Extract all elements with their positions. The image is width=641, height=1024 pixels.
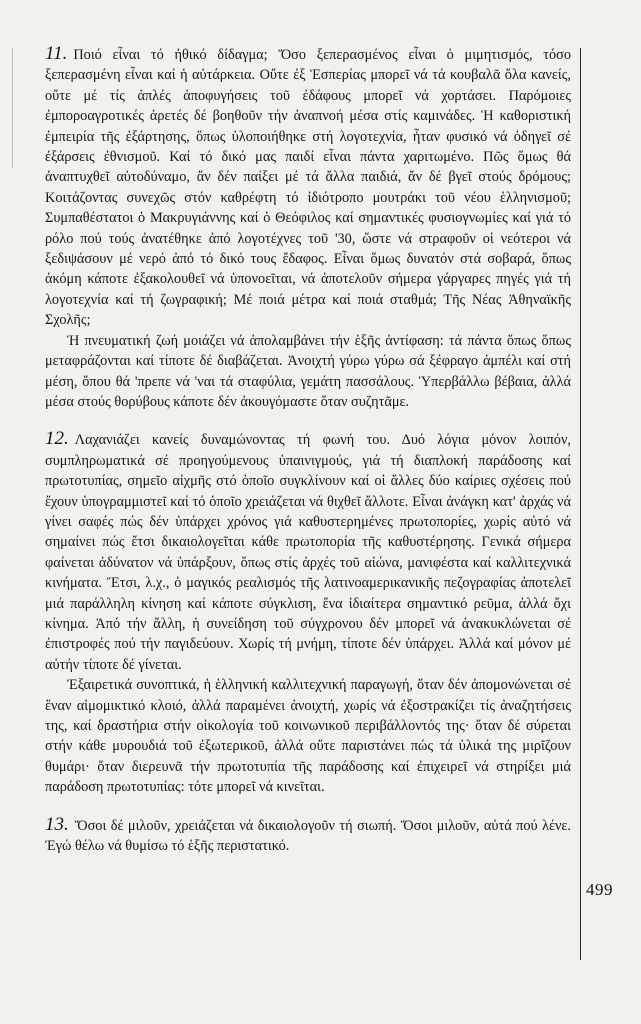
section-number: 12.	[45, 428, 69, 450]
section-number: 13.	[45, 813, 69, 835]
margin-rule	[580, 48, 581, 960]
paragraph: Ἐξαιρετικά συνοπτικά, ἡ ἑλληνική καλλιτεχνική παραγωγή, ὅταν δέν ἀπομονώνεται σέ ἕναν αἱμομικτικό κλοιό, ἀλλά παραμένει ἀνοιχτή, χωρίς νά ἐξοστρακίζει τίς ἀναζητήσεις της, καί δραστήρια στήν οἰκολογία τοῦ κοινωνικοῦ περιβάλλοντός της· ὅταν δέ σύρεται στήν κάθε μυρουδιά τοῦ ἐξωτερικοῦ, ἀλλά οὔτε παριστάνει πώς τά ὑλικά της μιρῖζουν θυμάρι· ὅταν διερευνᾶ τήν πρωτοτυπία τῆς παράδοσης καί ἐπιχειρεῖ νά στηρίξει μιά παράδοση πρωτοτυπίας: τότε μπορεῖ νά κινεῖται.	[45, 677, 571, 796]
paragraph-text: Λαχανιάζει κανείς δυναμώνοντας τή φωνή του. Δυό λόγια μόνον λοιπόν, συμπληρωματικά σέ προηγούμενους ὑπαινιγμούς, γιά τή διαπλοκή παράδοσης καί πρωτοτυπίας, σημεῖο αἰχμῆς στό ὁποῖο συγκλίνουν καί οἱ ἄλλες δύο καίριες σχέσεις πού ἔχουν ὑπογραμμιστεῖ καί τό ὁποῖο χρειάζεται νά θιχθεῖ ἄλλοτε. Εἶναι ἀνάγκη κατ' ἀρχάς νά γίνει σαφές πώς δέν ὑπάρχει χρόνος γιά καθυστερημένες πρωτοπορίες, χωρίς αὐτό νά σημαίνει πώς ἔτσι δικαιολογεῖται κάθε πρωτοπορία τῆς καθυστέρησης. Γενικά σήμερα φαίνεται ἀδύνατον νά ὑπάρξουν, ὅπως στίς ἀρχές τοῦ αἰώνα, μανιφέστα καί καλλιτεχνικά κινήματα. Ἔτσι, λ.χ., ὁ μαγικός ρεαλισμός τῆς λατινοαμερικανικῆς πεζογραφίας ἀποτελεῖ μιά παράλληλη κίνηση καί κάποτε σύγκλιση, ἕνα ἰδιαίτερα σημαντικό ρεῦμα, ἀλλά ὄχι κίνημα. Ἀπό τήν ἄλλη, ἡ συνείδηση τοῦ σύγχρονου δέν μπορεῖ νά ἀνακυκλώνεται σέ ἐπιστροφές πού τήν παγιδεύουν. Χωρίς τή μνήμη, τίποτε δέν ὑπάρχει. Ἀλλά καί μόνον μέ αὐτήν τίποτε δέ γίνεται.	[45, 432, 571, 673]
scan-edge-line	[12, 48, 13, 168]
paragraph	[45, 44, 571, 331]
paragraph	[45, 815, 571, 857]
section-12	[45, 429, 571, 797]
section-13	[45, 815, 571, 857]
paragraph: Ἡ πνευματική ζωή μοιάζει νά ἀπολαμβάνει τήν ἑξῆς ἀντίφαση: τά πάντα ὅπως ὅπως μεταφράζονται καί τίποτε δέ διαβάζεται. Ἀνοιχτή γύρω γύρω σά ξέφραγο ἀμπέλι καί στή μέση, ὅπου θά 'πρεπε νά 'ναι τά σταφύλια, γεμάτη πασσάλους. Ὑπερβάλλω βέβαια, ἀλλά μέσα στούς θορύβους κάποτε δέν ἀκουγόμαστε ὅταν συζητᾶμε.	[45, 332, 571, 410]
section-11	[45, 44, 571, 412]
page-number: 499	[586, 880, 613, 899]
paragraph-text: Ποιό εἶναι τό ἠθικό δίδαγμα; Ὅσο ξεπερασμένος εἶναι ὁ μιμητισμός, τόσο ξεπερασμένη εἶναι καί ἡ αὐτάρκεια. Οὔτε ἐξ Ἑσπερίας μπορεῖ νά τά κουβαλᾶ ὅλα κανείς, οὔτε μέ τίς ἁπλές ἀποφυγήσεις τοῦ ἐδάφους μπορεῖ νά χορτάσει. Παρόμοιες ἐμποροαγροτικές ἀρετές δέ βοηθοῦν τήν ἀναπνοή μέσα στίς καμινάδες. Ἡ καθοριστική ἐμπειρία τῆς ἐξάρτησης, ὅπως ὑλοποιήθηκε στή λογοτεχνία, ἦταν φυσικό νά ὁδηγεῖ σέ ἐξάρσεις ἐθνισμοῦ. Καί τό δικό μας παιδί εἶναι πάντα χαριτωμένο. Πῶς ὅμως θά ἀναπτυχθεῖ αὐτοδύναμο, ἄν δέν παίξει μέ τά ἄλλα παιδιά, ἄν δέ βγεῖ στούς δρόμους; Κοιτάζοντας συνεχῶς στόν καθρέφτη τό ἰδιότροπο μουτράκι τοῦ νέου ἑλληνισμοῦ; Συμπαθέστατοι ὁ Μακρυγιάννης καί ὁ Θεόφιλος καί σημαντικές φυσιογνωμίες καί γιά τό ρόλο πού τούς ἀνατέθηκε ἀπό λογοτέχνες τοῦ '30, ὥστε νά στραφοῦν οἱ νεότεροι νά ξεδιψάσουν μέ νερό ἀπό τό δικό τους ἔδαφος. Εἶναι ὅμως δυνατόν στά σοβαρά, ὅπως ἀκόμη κάποτε ἐξακολουθεῖ νά ὑπονοεῖται, νά ἀποτελοῦν σήμερα γάργαρες πηγές γιά τή λογοτεχνία καί τή ζωγραφική; Μέ ποιά μέτρα καί ποιά σταθμά; Τῆς Νέας Ἀθηναϊκῆς Σχολῆς;	[45, 47, 571, 329]
body-text	[45, 44, 571, 856]
paragraph-text: Ὅσοι δέ μιλοῦν, χρειάζεται νά δικαιολογοῦν τή σιωπή. Ὅσοι μιλοῦν, αὐτά πού λένε. Ἐγώ θέλω νά θυμίσω τό ἑξῆς περιστατικό.	[45, 817, 571, 855]
section-number: 11.	[45, 43, 68, 64]
paragraph	[45, 429, 571, 675]
